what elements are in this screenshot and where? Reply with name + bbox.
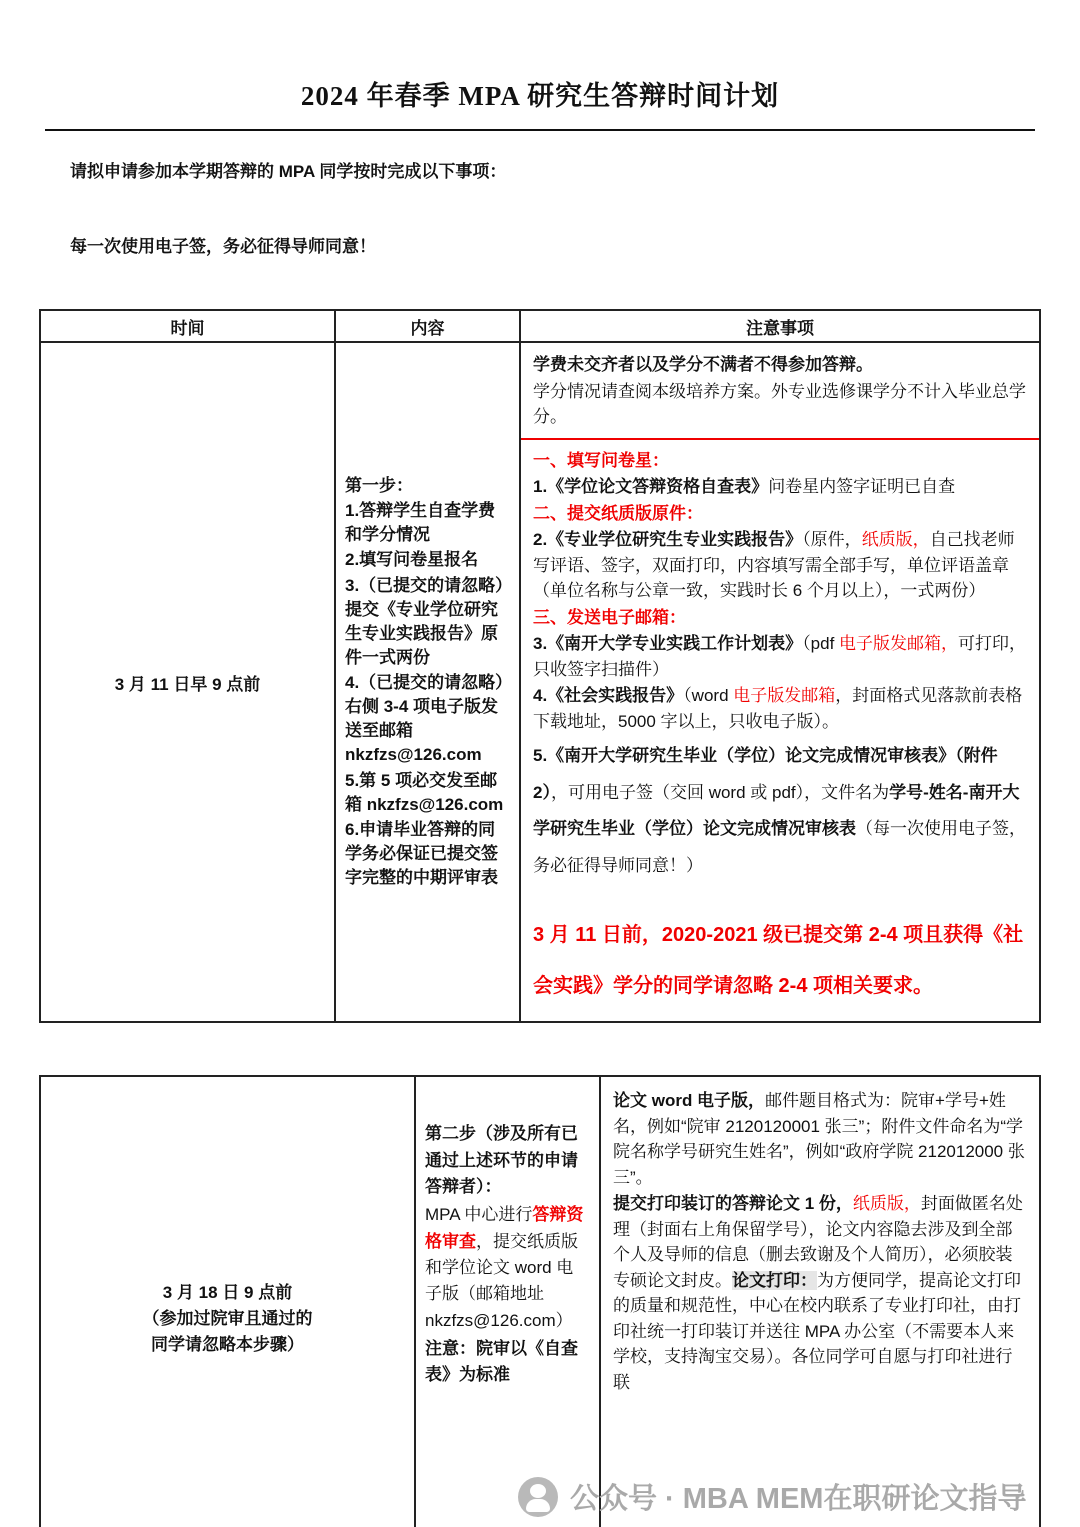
watermark-logo-icon	[518, 1477, 558, 1517]
watermark	[518, 1476, 1026, 1517]
title-divider	[45, 129, 1035, 131]
step1-notes-cell: 学费未交齐者以及学分不满者不得参加答辩。 学分情况请查阅本级培养方案。外专业选修课学分不计入毕业总学分。 一、填写问卷星： 1.《学位论文答辩资格自查表》问卷星内签字证明已自查 二、提交纸质版原件： 2.《专业学位研究生专业实践报告》（原件，纸质版，自己找老师写评语、签字，双面打印，内容填写需全部手写，单位评语盖章（单位名称与公章一致，实践时长 6 个月以上），一式两份） 三、发送电子邮箱： 3.《南开大学专业实践工作计划表》（pdf 电子版发邮箱，可打印，只收签字扫描件） 4.《社会实践报告》（word 电子版发邮箱，封面格式见落款前表格下载地址，5000 字以上，只收电子版）。 5.《南开大学研究生毕业（学位）论文完成情况审核表》（附件 2），可用电子签（交回 word 或 pdf），文件名为学号-姓名-南开大学研究生毕业（学位）论文完成情况审核表（每一次使用电子签，务必征得导师同意！） 3 月 11 日前，2020-2021 级已提交第 2-4 项且获得《社会实践》学分的同学请忽略 2-4 项相关要求。	[520, 342, 1040, 1022]
step2-time-cell: 3 月 18 日 9 点前 （参加过院审且通过的 同学请忽略本步骤）	[40, 1076, 415, 1527]
table-row-step2	[40, 1076, 1040, 1527]
step1-time-cell: 3 月 11 日早 9 点前	[40, 342, 335, 1022]
table-row-step1	[40, 342, 1040, 1022]
step1-content-cell: 第一步： 1.答辩学生自查学费和学分情况 2.填写问卷星报名 3.（已提交的请忽略）提交《专业学位研究生专业实践报告》原件一式两份 4.（已提交的请忽略）右侧 3-4 项电子版发送至邮箱 nkzfzs@126.com 5.第 5 项必交发至邮箱 nkzfzs@126.com 6.申请毕业答辩的同学务必保证已提交签字完整的中期评审表	[335, 342, 520, 1022]
table-header-row	[40, 310, 1040, 342]
page-title: 2024 年春季 MPA 研究生答辩时间计划	[300, 81, 780, 111]
intro-line-1: 请拟申请参加本学期答辩的 MPA 同学按时完成以下事项：	[70, 162, 507, 181]
intro-line-2: 每一次使用电子签，务必征得导师同意！	[70, 237, 376, 256]
header-notes: 注意事项	[520, 310, 1040, 342]
schedule-table-step2	[39, 1075, 1041, 1527]
watermark-text: 公众号 · MBA MEM在职研论文指导	[570, 1483, 1027, 1515]
step2-notes-cell: 论文 word 电子版，邮件题目格式为：院审+学号+姓名，例如“院审 2120120001 张三”；附件文件命名为“学院名称学号研究生姓名”，例如“政府学院 212012000 张三”。 提交打印装订的答辩论文 1 份，纸质版，封面做匿名处理（封面右上角保留学号），论文内容隐去涉及到全部个人及导师的信息（删去致谢及个人简历），必须胶装专硕论文封皮。论文打印：为方便同学，提高论文打印的质量和规范性，中心在校内联系了专业打印社，由打印社统一打印装订并送往 MPA 办公室（不需要本人来学校，支持淘宝交易）。各位同学可自愿与打印社进行联	[600, 1076, 1040, 1527]
schedule-table-step1	[39, 309, 1041, 1023]
header-time: 时间	[40, 310, 335, 342]
header-content: 内容	[335, 310, 520, 342]
step2-content-cell: 第二步（涉及所有已通过上述环节的申请答辩者）： MPA 中心进行答辩资格审查，提交纸质版和学位论文 word 电子版（邮箱地址 nkzfzs@126.com） 注意：院审以《自查表》为标准	[415, 1076, 600, 1527]
